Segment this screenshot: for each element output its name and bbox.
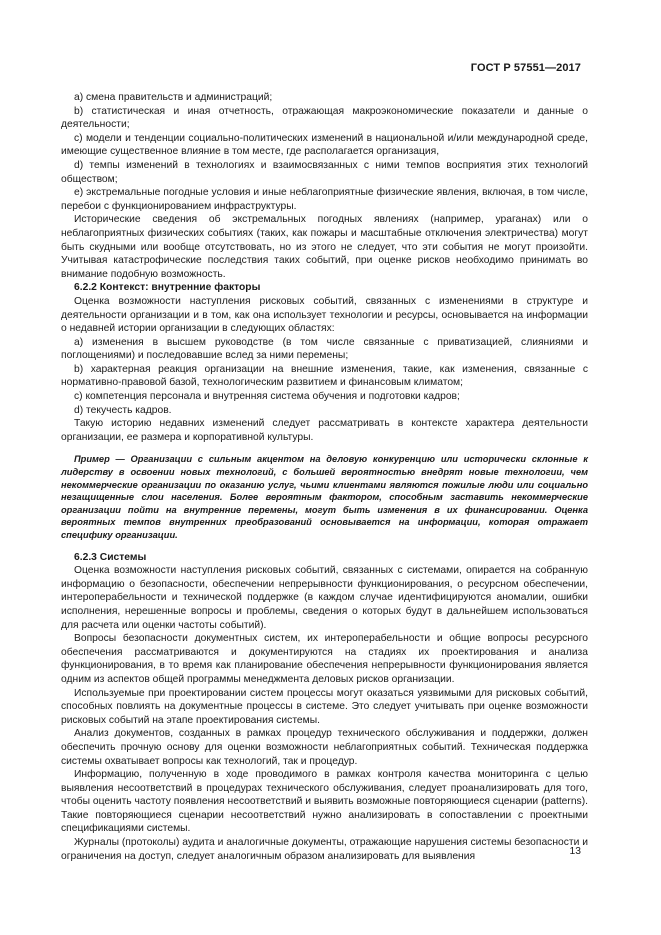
section-heading-623: 6.2.3 Системы [74, 551, 147, 563]
example-lead: Пример — [74, 454, 125, 465]
page-number: 13 [569, 846, 581, 857]
paragraph: Журналы (протоколы) аудита и аналогичные документы, отражающие нарушения системы безопасности и ограничения на доступ, следует аналогичным образом анализировать для выявления [61, 837, 588, 862]
paragraph: d) темпы изменений в технологиях и взаимосвязанных с ними темпов восприятия этих технологий обществом; [61, 159, 588, 185]
document-body [61, 91, 588, 863]
standard-number: ГОСТ Р 57551—2017 [470, 62, 581, 74]
paragraph: Информацию, полученную в ходе проводимого в рамках контроля качества мониторинга с целью выявления несоответствий в процедурах технического обслуживания, следует проанализировать для того, чтобы оценить частоту появления несоответствий и выявить возможные повторяющиеся сценарии (patterns). Такие повторяющиеся сценарии несоответствий нужно анализировать в сопоставлении с проектными спецификациями системы. [61, 769, 588, 835]
paragraph: Такую историю недавних изменений следует рассматривать в контексте характера деятельности организации, ее размера и корпоративной культуры. [61, 418, 588, 443]
section-heading-622: 6.2.2 Контекст: внутренние факторы [74, 282, 261, 294]
paragraph: b) характерная реакция организации на внешние изменения, такие, как изменения, связанные с нормативно-правовой базой, технологическим развитием и финансовым климатом; [61, 363, 588, 389]
paragraph: c) модели и тенденции социально-политических изменений в национальной и/или международной среде, имеющие существенное влияние в том месте, где располагается организация, [61, 132, 588, 158]
paragraph: e) экстремальные погодные условия и иные неблагоприятные физические явления, включая, в том числе, перебои с функционированием инфраструктуры. [61, 187, 588, 212]
paragraph: Используемые при проектировании систем процессы могут оказаться уязвимыми для рисковых событий, способных повлиять на документные процессы в системе. Это следует учитывать при оценке возможности рисковых событий на этапе проектирования системы. [61, 687, 588, 726]
example-note [61, 453, 588, 541]
paragraph: Исторические сведения об экстремальных погодных явлениях (например, ураганах) или о неблагоприятных физических событиях (таких, как пожары и масштабные отключения электричества) могут быть скудными или вообще отсутствовать, но из этого не следует, что эти события не могут произойти. Учитывая катастрофические последствия таких событий, при оценке рисков необходимо принимать во внимание подобную возможность. [61, 214, 588, 280]
paragraph: Оценка возможности наступления рисковых событий, связанных с системами, опирается на собранную информацию о безопасности, обеспечении непрерывности функционирования, о ресурсном обеспечении, интероперабельности и технической поддержке (в каждом случае идентифицируются аномалии, ошибки исполнения, нерешенные вопросы и проблемы, сведения о которых будут в дальнейшем использоваться для расчета или оценки частоты событий). [61, 565, 588, 631]
paragraph: c) компетенция персонала и внутренняя система обучения и подготовки кадров; [74, 391, 460, 403]
paragraph: a) изменения в высшем руководстве (в том числе связанные с приватизацией, слияниями и поглощениями) и последовавшие вслед за ними перемены; [61, 336, 588, 362]
paragraph: Анализ документов, созданных в рамках процедур технического обслуживания и поддержки, должен обеспечить прочную основу для оценки возможности неблагоприятных событий. Техническая поддержка системы охватывает вопросы как технологий, так и процедур. [61, 728, 588, 767]
paragraph: b) статистическая и иная отчетность, отражающая макроэкономические показатели и данные о деятельности; [61, 105, 588, 131]
paragraph: а) смена правительств и администраций; [74, 92, 273, 103]
paragraph: d) текучесть кадров. [74, 404, 172, 416]
paragraph: Оценка возможности наступления рисковых событий, связанных с изменениями в структуре и деятельности организации и в том, как она использует технологии и ресурсы, основывается на информации о недавней истории организации в следующих областях: [61, 295, 588, 335]
example-text: Организации с сильным акцентом на деловую конкуренцию или исторически склонные к лидерству в освоении новых технологий, с большей вероятностью внедрят новые технологии, чем некоммерческие организации по оказанию услуг, чьими клиентами являются пожилые люди или социально незащищенные слои населения. Более вероятным фактором, способным заставить некоммерческие организации пойти на внутренние перемены, могут быть изменения в их финансировании. Оценка вероятных темпов внутренних преобразований основывается на информации, которая отражает специфику организации. [61, 454, 588, 540]
paragraph: Вопросы безопасности документных систем, их интероперабельности и общие вопросы ресурсного обеспечения рассматриваются и документируются на стадиях их проектирования и анализа функционирования, в то время как планирование обеспечения непрерывности функционирования является одним из аспектов общей программы менеджмента деловых рисков организации. [61, 633, 588, 685]
